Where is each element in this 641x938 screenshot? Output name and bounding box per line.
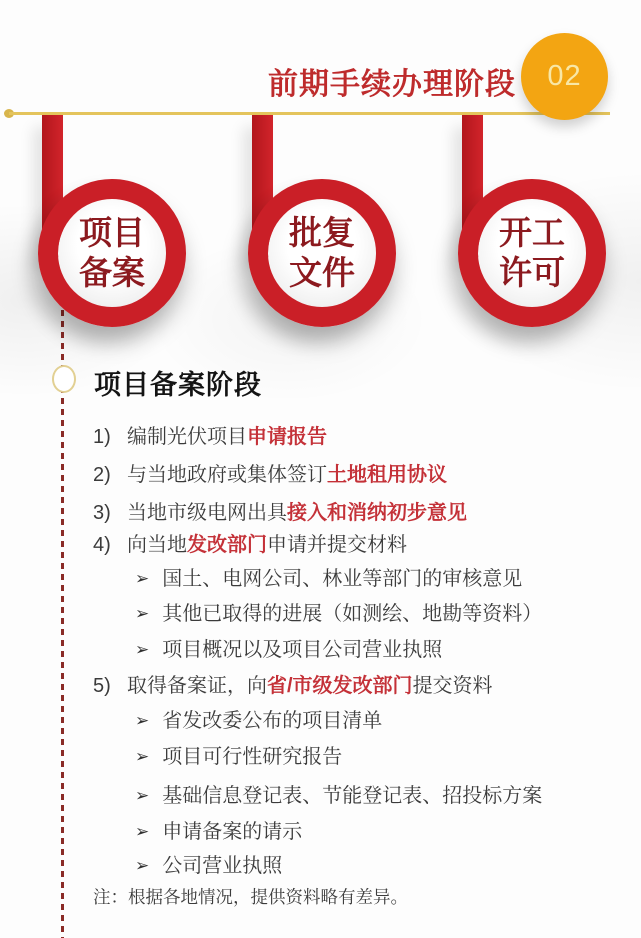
sub-list-item: [135, 636, 442, 664]
arrowhead-bullet-icon: ➢: [135, 856, 150, 875]
node-label-line2: 文件: [289, 254, 355, 291]
node-circle-approval-documents: [248, 179, 396, 327]
item-text: 向当地: [127, 534, 187, 556]
page-title: 前期手续办理阶段: [268, 68, 516, 101]
item-highlight: 省/市级发改部门: [267, 675, 413, 697]
sub-list-item: [135, 782, 542, 810]
node-label-line1: 项目: [79, 214, 145, 251]
item-number: 1): [93, 426, 111, 448]
sub-item-text: 项目概况以及项目公司营业执照: [162, 639, 443, 661]
arrowhead-bullet-icon: ➢: [135, 711, 150, 730]
node-label-line1: 开工: [499, 214, 565, 251]
sub-item-text: 基础信息登记表、节能登记表、招投标方案: [162, 785, 543, 807]
list-item: [93, 672, 493, 700]
item-highlight: 申请报告: [247, 426, 327, 448]
sub-list-item: [135, 743, 342, 771]
section-marker-icon: [52, 365, 76, 393]
sub-list-item: [135, 600, 542, 628]
item-text: 提交资料: [412, 675, 493, 697]
sub-list-item: [135, 707, 382, 735]
item-number: 3): [93, 502, 111, 524]
arrowhead-bullet-icon: ➢: [135, 822, 150, 841]
footnote: 注：根据各地情况，提供资料略有差异。: [93, 887, 408, 907]
arrowhead-bullet-icon: ➢: [135, 747, 150, 766]
stage-number-badge: [521, 33, 608, 120]
item-text: 当地市级电网出具: [127, 502, 287, 524]
item-highlight: 发改部门: [187, 534, 267, 556]
item-highlight: 接入和消纳初步意见: [287, 502, 467, 524]
sub-item-text: 项目可行性研究报告: [162, 746, 343, 768]
connector-dashed-line: [61, 310, 64, 938]
item-highlight: 土地租用协议: [327, 464, 447, 486]
arrowhead-bullet-icon: ➢: [135, 640, 150, 659]
sub-item-text: 公司营业执照: [162, 855, 283, 877]
item-number: 4): [93, 534, 111, 556]
list-item: [93, 499, 467, 527]
item-number: 2): [93, 464, 111, 486]
item-text: 申请并提交材料: [267, 534, 407, 556]
node-label-line1: 批复: [289, 214, 355, 251]
arrowhead-bullet-icon: ➢: [135, 569, 150, 588]
item-text: 取得备案证，向: [127, 675, 267, 697]
node-label-line2: 备案: [79, 254, 145, 291]
item-text: 编制光伏项目: [127, 426, 247, 448]
list-item: [93, 461, 447, 489]
sub-list-item: [135, 852, 282, 880]
item-text: 与当地政府或集体签订: [127, 464, 327, 486]
node-label-line2: 许可: [499, 254, 565, 291]
node-circle-construction-permit: [458, 179, 606, 327]
node-circle-project-filing: [38, 179, 186, 327]
node-label: [58, 213, 166, 293]
section-heading: 项目备案阶段: [94, 370, 262, 400]
arrowhead-bullet-icon: ➢: [135, 786, 150, 805]
timeline-line: [9, 112, 610, 115]
sub-item-text: 其他已取得的进展（如测绘、地勘等资料）: [162, 603, 543, 625]
sub-item-text: 省发改委公布的项目清单: [162, 710, 383, 732]
sub-item-text: 申请备案的请示: [162, 821, 303, 843]
item-number: 5): [93, 675, 111, 697]
list-item: [93, 423, 327, 451]
node-label: [268, 213, 376, 293]
list-item: [93, 531, 407, 559]
sub-list-item: [135, 818, 302, 846]
stage-number: 02: [547, 60, 582, 92]
node-label: [478, 213, 586, 293]
sub-list-item: [135, 565, 522, 593]
sub-item-text: 国土、电网公司、林业等部门的审核意见: [162, 568, 523, 590]
arrowhead-bullet-icon: ➢: [135, 604, 150, 623]
